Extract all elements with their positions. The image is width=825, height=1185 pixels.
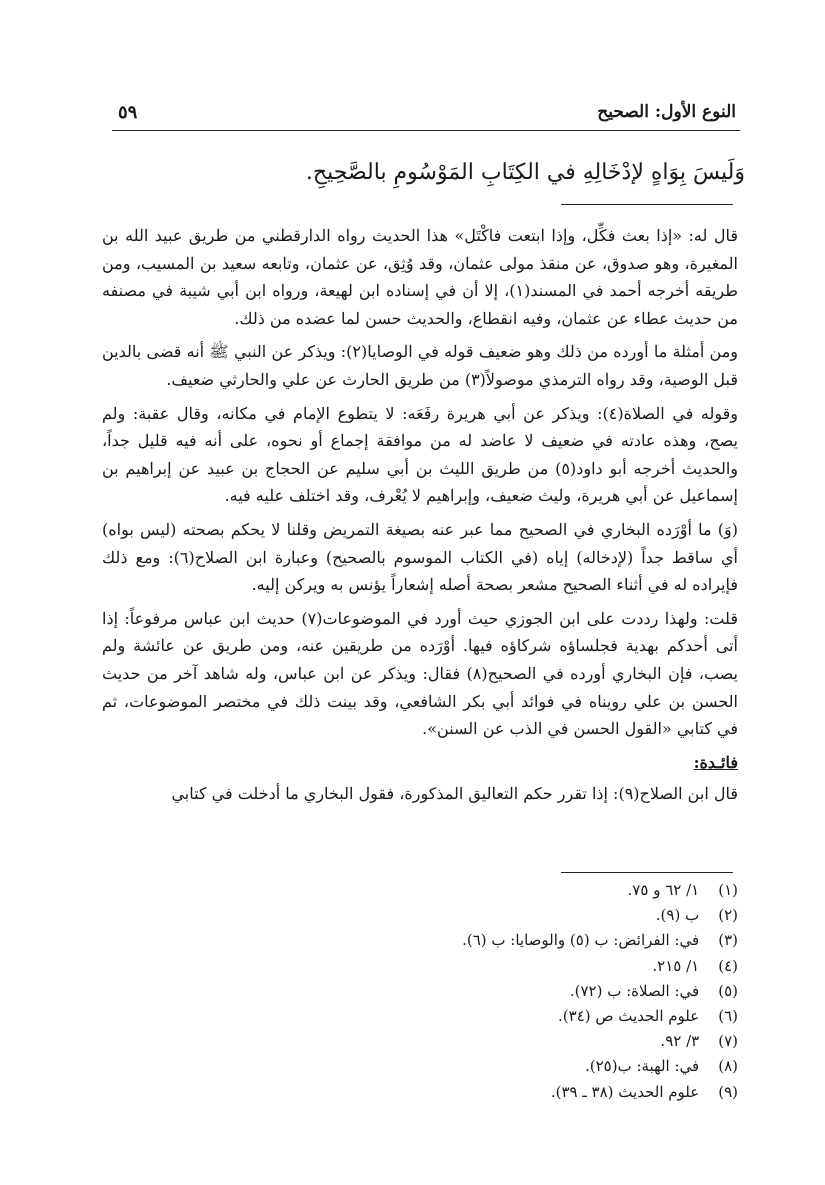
footnote-text: ٣/ ٩٢. bbox=[660, 1032, 700, 1051]
faida-text: قال ابن الصلاح(٩): إذا تقرر حكم التعاليق المذكورة، فقول البخاري ما أدخلت في كتابي bbox=[171, 784, 738, 804]
footnote-text: ١/ ٦٢ و ٧٥. bbox=[627, 881, 700, 899]
verse-separator bbox=[561, 204, 733, 205]
footnote-text: في: الفرائض: ب (٥) والوصايا: ب (٦). bbox=[462, 931, 700, 950]
paragraph: ومن أمثلة ما أورده من ذلك وهو ضعيف قوله في الوصايا(٢): ويذكر عن النبي ﷺ أنه قضى بالدين قبل الوصية، وقد رواه الترمذي موصولاً(٣) من طريق الحارث عن علي والحارثي ضعيف. bbox=[102, 342, 738, 389]
header-title: النوع الأول: الصحيح bbox=[597, 102, 736, 122]
footnote-text: علوم الحديث (٣٨ ـ ٣٩). bbox=[550, 1082, 700, 1101]
footnote-text: ب (٩). bbox=[655, 906, 700, 925]
footnote bbox=[98, 1080, 738, 1105]
footnote bbox=[98, 928, 738, 953]
faida-heading: فائـدة: bbox=[693, 752, 738, 772]
footnote bbox=[98, 954, 738, 979]
footnote bbox=[98, 1004, 738, 1029]
footnote-text: في: الصلاة: ب (٧٢). bbox=[569, 981, 700, 1000]
paragraph: وقوله في الصلاة(٤): ويذكر عن أبي هريرة رفَعَه: لا يتطوع الإمام في مكانه، وقال عقبة: ولم يصح، وهذه عادته في ضعيف لا عاضد له من موافقة إجماع أو نحوه، على أنه فيه قليل جداً، والحديث أخرجه أبو داود(٥) من طريق الليث بن أبي سليم عن الحجاج بن عبيد عن إبراهيم بن إسماعيل عن أبي هريرة، وليث ضعيف، وإبراهيم لا يُعْرف، وقد اختلف عليه فيه. bbox=[102, 403, 738, 506]
footnotes bbox=[98, 878, 738, 1105]
running-header bbox=[112, 100, 740, 131]
verse-line: وَلَيسَ بِوَاهٍ لإدْخَالِهِ في الكِتَابِ المَوْسُومِ بالصَّحِيحِ. bbox=[305, 160, 745, 185]
footnote bbox=[98, 903, 738, 928]
page-number: ٥٩ bbox=[118, 102, 138, 123]
footnote-number: (٤) bbox=[718, 956, 738, 975]
footnote bbox=[98, 1029, 738, 1054]
footnote-text: ١/ ٢١٥. bbox=[652, 956, 700, 975]
commentary-body bbox=[102, 222, 738, 814]
paragraph: (وَ) ما أوْرَده البخاري في الصحيح مما عبر عنه بصيغة التمريض وقلنا لا يحكم بصحته (ليس بواه) أي ساقط جداً (لإدخاله) إياه (في الكتاب الموسوم بالصحيح) وعبارة ابن الصلاح(٦): ومع ذلك فإيراده له في أثناء الصحيح مشعر بصحة أصله إشعاراً يؤنس به ويركن إليه. bbox=[102, 519, 738, 595]
footnote-number: (٦) bbox=[718, 1007, 738, 1026]
footnote-number: (٥) bbox=[718, 981, 738, 1000]
paragraph: قال له: «إذا بعث فكِّل، وإذا ابتعت فاكْتَل» هذا الحديث رواه الدارقطني من طريق عبيد الله بن المغيرة، وهو صدوق، عن منقذ مولى عثمان، وقد وُثِق، عن عثمان، وتابعه سعيد بن المسيب، ومن طريقه أخرجه أحمد في المسند(١)، إلا أن في إسناده ابن لهيعة، ورواه ابن أبي شيبة في مصنفه من حديث عطاء عن عثمان، وفيه انقطاع، والحديث حسن لما عضده من ذلك. bbox=[102, 226, 738, 328]
footnote-number: (٣) bbox=[718, 931, 738, 950]
footnote-number: (٢) bbox=[718, 906, 738, 925]
footnote-text: في: الهبة: ب(٢٥). bbox=[584, 1057, 700, 1076]
footnote bbox=[98, 1054, 738, 1079]
footnote-number: (١) bbox=[718, 881, 738, 899]
footnote bbox=[98, 878, 738, 903]
footnote bbox=[98, 979, 738, 1004]
footnote-number: (٨) bbox=[718, 1057, 738, 1076]
footnote-number: (٧) bbox=[718, 1032, 738, 1051]
paragraph: قلت: ولهذا رددت على ابن الجوزي حيث أورد في الموضوعات(٧) حديث ابن عباس مرفوعاً: إذا أتى أحدكم بهدية فجلساؤه شركاؤه فيها. أوْرَده من طريقين عنه، ومن طريق عن عائشة ولم يصب، فإن البخاري أورده في الصحيح(٨) فقال: ويذكر عن ابن عباس، وله شاهد آخر من حديث الحسن بن علي رويناه في فوائد أبي بكر الشافعي، وقد بينت ذلك في مختصر الموضوعات، ثم في كتابي «القول الحسن في الذب عن السنن». bbox=[102, 608, 739, 739]
footnote-text: علوم الحديث ص (٣٤). bbox=[558, 1007, 700, 1026]
footnote-number: (٩) bbox=[718, 1082, 738, 1101]
footnote-separator bbox=[561, 872, 733, 873]
